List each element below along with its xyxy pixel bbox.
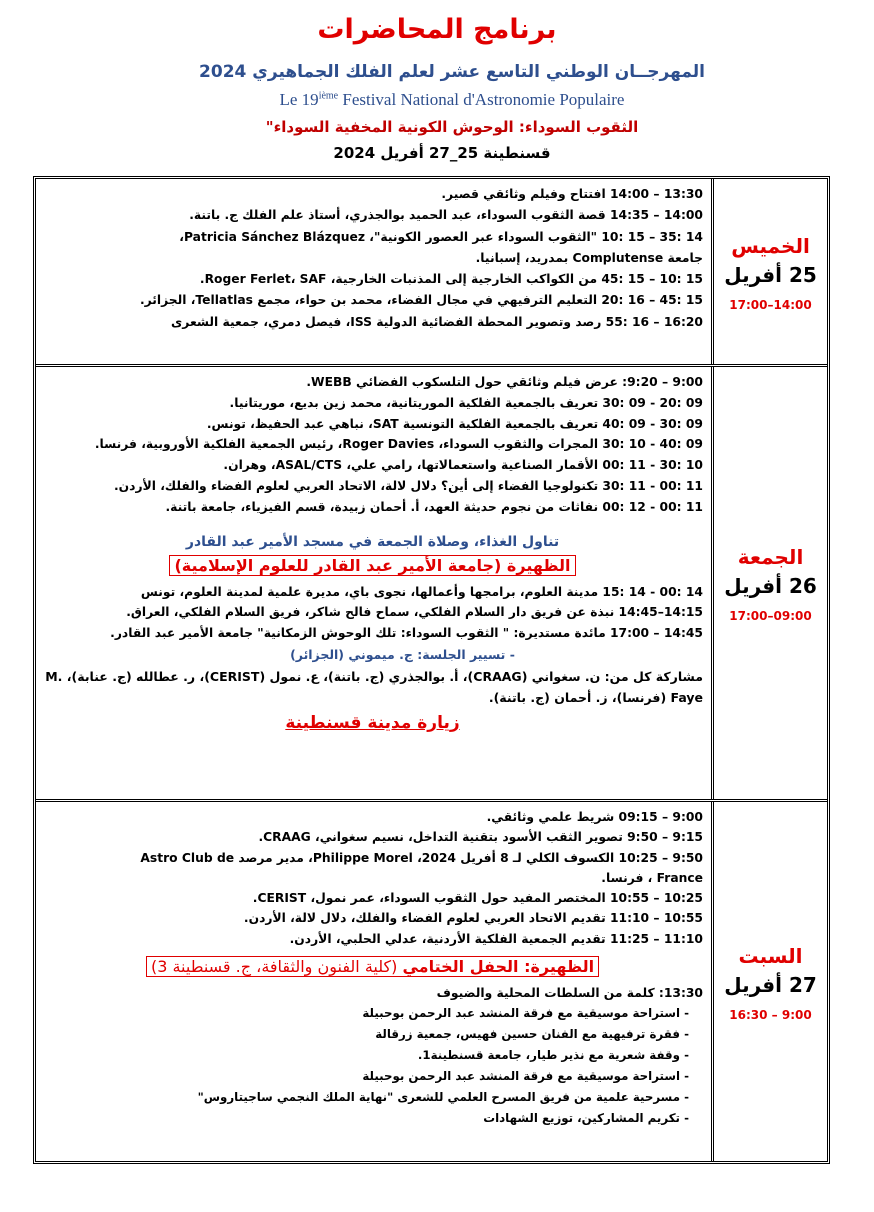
day-date: 26 أفريل [724, 574, 817, 598]
day-row-saturday [36, 802, 827, 1161]
schedule-line: 14:00 – 14:35 قصة الثقوب السوداء، عبد الحميد بوالجذري، أستاذ علم الفلك ج. باتنة. [189, 208, 703, 223]
day-content [36, 179, 714, 364]
festival-fr-sup: ième [318, 90, 339, 102]
ceremony-item: - فقرة ترفيهية مع الفنان حسين فهيس، جمعية زرقالة [375, 1027, 689, 1042]
schedule-line: 16:20 – 16 :55 رصد وتصوير المحطة الفضائية الدولية ISS، فيصل دمري، جمعية الشعرى [171, 314, 703, 329]
schedule-line: 11 :00 - 12 :00 نفاثات من نجوم حديثة العهد، أ. أحمان زبيدة، قسم الفيزياء، جامعة باتنة. [165, 499, 703, 514]
schedule-line: 11 :00 - 11 :30 تكنولوجيا الفضاء إلى أين؟ دلال لالة، الاتحاد العربي لعلوم الفضاء والفلك، الأردن. [114, 478, 703, 493]
festival-title-arabic: المهرجــان الوطني التاسع عشر لعلم الفلك الجماهيري 2024 [199, 62, 705, 82]
place-date: قسنطينة 25_27 أفريل 2024 [333, 144, 551, 162]
day-time: 17:00–09:00 [729, 609, 812, 623]
day-name: الخميس [731, 233, 810, 258]
day-row-thursday [36, 179, 827, 367]
day-time: 17:00–14:00 [729, 297, 812, 312]
day-cell [714, 367, 827, 799]
day-cell [714, 802, 827, 1161]
program-table [33, 176, 830, 1164]
schedule-line: 9:00 – 09:15 شريط علمي وثائقي. [486, 810, 703, 824]
day-content [36, 802, 714, 1161]
schedule-line: 9:50 – 10:25 الكسوف الكلي لـ 8 أفريل 2024، Philippe Morel، مدير مرصد Astro Club de [140, 850, 703, 865]
schedule-line: 14 :00 - 14 :15 مدينة العلوم، برامجها وأعمالها، نجوى باي، مديرة علمية لمدينة العلوم، تونس [140, 584, 703, 599]
schedule-line: 15 :10 – 15 :45 من الكواكب الخارجية إلى المذنبات الخارجية، Roger Ferlet، SAF. [199, 272, 703, 287]
ceremony-item: - استراحة موسيقية مع فرقة المنشد عبد الرحمن بوحبيلة [362, 1069, 689, 1084]
day-row-friday [36, 367, 827, 802]
ceremony-item: - مسرحية علمية من فريق المسرح العلمي للشعرى "نهاية الملك النجمي ساجيتاروس" [197, 1090, 689, 1105]
day-cell [714, 179, 827, 364]
closing-title-rest: (كلية الفنون والثقافة، ج. قسنطينة 3) [150, 957, 403, 977]
schedule-line: 9:00 – 9:20: عرض فيلم وثائقي حول التلسكوب الفضائي WEBB. [306, 375, 703, 389]
schedule-line: 10 :30 - 11 :00 الأقمار الصناعية واستعمالاتها، رامي علي، ASAL/CTS، وهران. [223, 458, 703, 473]
page-title: برنامج المحاضرات [317, 14, 557, 45]
day-date: 27 أفريل [724, 972, 817, 997]
festival-fr-post: Festival National d'Astronomie Populaire [338, 90, 625, 109]
ceremony-item: - تكريم المشاركين، توزيع الشهادات [483, 1111, 689, 1126]
ceremony-item: - استراحة موسيقية مع فرقة المنشد عبد الرحمن بوحبيلة [362, 1006, 689, 1021]
schedule-line: جامعة Complutense بمدريد، إسبانيا. [475, 250, 703, 265]
schedule-line: 14 :35 – 15 :10 "الثقوب السوداء عبر العصور الكونية"، Patricia Sánchez Blázquez، [179, 229, 703, 244]
schedule-line: 09 :30 - 09 :40 تعريف بالجمعية الفلكية التونسية SAT، نباهي عبد الحفيظ، تونس. [206, 416, 703, 431]
schedule-line: 14:15–14:45 نبذة عن فريق دار السلام الفلكي، سماح فالح شاكر، فريق السلام الفلكي، العراق. [126, 605, 703, 620]
schedule-line: 14:45 – 17:00 مائدة مستديرة: " الثقوب السوداء: تلك الوحوش الزمكانية" جامعة الأمير عبد القادر. [110, 626, 703, 641]
lunch-note: تناول الغذاء، وصلاة الجمعة في مسجد الأمير عبد القادر [185, 533, 560, 550]
schedule-line: France ، فرنسا. [601, 870, 703, 885]
day-date: 25 أفريل [724, 262, 817, 287]
moderator-line: - تسيير الجلسة: ج. ميموني (الجزائر) [290, 646, 515, 662]
day-time: 16:30 – 9:00 [729, 1007, 812, 1022]
festival-title-french [0, 90, 874, 110]
schedule-line: 13:30 – 14:00 افتتاح وفيلم وثائقي قصير. [441, 187, 703, 201]
ceremony-head: 13:30: كلمة من السلطات المحلية والضيوف [436, 986, 703, 1001]
schedule-line: 09 :40 - 10 :30 المجرات والثقوب السوداء، Roger Davies، رئيس الجمعية الفلكية الأوروبية، فرنسا. [94, 437, 703, 452]
participants-line: مشاركة كل من: ن. سغواني (CRAAG)، أ. بوالجذري (ج. باتنة)، ع. نمول (CERIST)، ر. عطالله (ج. عنابة)، M. Faye (فرنسا)، ز. أحمان (ج. باتنة). [45, 668, 703, 705]
theme-title: الثقوب السوداء: الوحوش الكونية المخفية السوداء" [265, 118, 639, 136]
day-name: الجمعة [737, 545, 804, 569]
city-visit: زيارة مدينة قسنطينة [285, 712, 460, 733]
schedule-line: 09 :20 - 09 :30 تعريف بالجمعية الفلكية الموريتانية، محمد زين بديع، موريتانيا. [229, 395, 703, 410]
schedule-line: 10:25 – 10:55 المختصر المفيد حول الثقوب السوداء، عمر نمول، CERIST. [252, 891, 703, 906]
schedule-line: 11:10 – 11:25 تقديم الجمعية الفلكية الأردنية، عدلي الحلبي، الأردن. [289, 931, 703, 946]
closing-title [42, 955, 703, 979]
schedule-line: 10:55 – 11:10 تقديم الاتحاد العربي لعلوم الفضاء والفلك، دلال لالة، الأردن. [243, 911, 703, 926]
afternoon-title [42, 554, 703, 578]
day-content [36, 367, 714, 799]
ceremony-item: - وقفة شعرية مع نذير طيار، جامعة قسنطينة1. [417, 1048, 689, 1063]
day-name: السبت [738, 943, 803, 968]
closing-title-bold: الظهيرة: الحفل الختامي [402, 957, 595, 977]
closing-title-box [146, 956, 599, 977]
schedule-line: 9:15 – 9:50 تصوير الثقب الأسود بتقنية التداخل، نسيم سغواني، CRAAG. [258, 830, 703, 845]
schedule-line: 15 :45 – 16 :20 التعليم الترفيهي في مجال الفضاء، محمد بن حواء، مجمع Tellatlas، الجزائر. [139, 293, 703, 308]
afternoon-title-text: الظهيرة (جامعة الأمير عبد القادر للعلوم الإسلامية) [169, 555, 575, 576]
festival-fr-pre: Le 19 [279, 90, 319, 109]
